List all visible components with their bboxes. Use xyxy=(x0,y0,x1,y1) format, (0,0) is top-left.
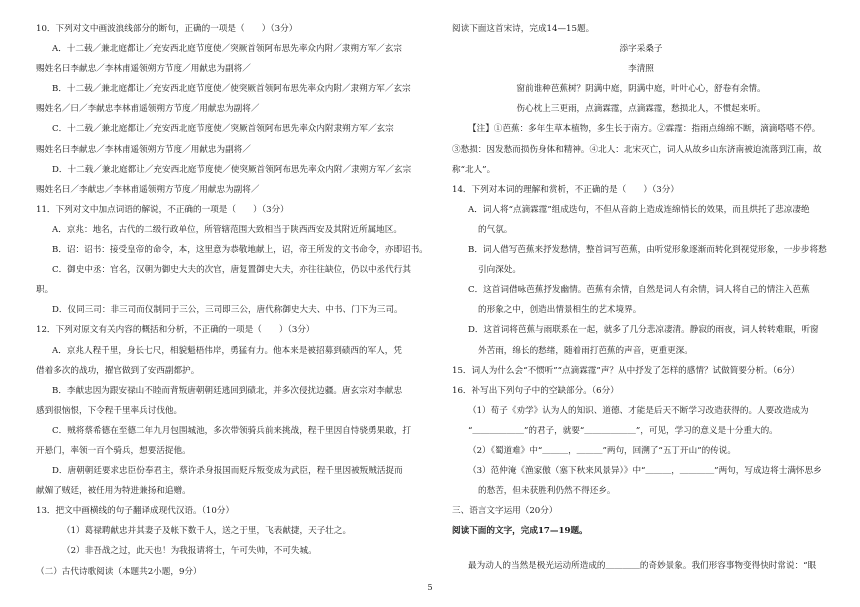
text-line: 赐姓名曰李献忠／李林甫遥领朔方节度／用献忠为副将／ xyxy=(36,144,251,155)
text-line: 12．下列对原文有关内容的概括和分析，不正确的一项是（ ）（3分） xyxy=(36,325,315,336)
text-line: B．词人借写芭蕉来抒发愁情，整首词写芭蕉，由听觉形象逐渐而转化到视觉形象，一步步将愁 xyxy=(468,245,827,256)
text-line: （2）《蜀道难》中“＿＿＿，＿＿＿”两句，回溯了“五丁开山”的传说。 xyxy=(468,445,736,456)
text-line xyxy=(452,544,830,553)
page-number: 5 xyxy=(427,583,433,592)
text-line: B．诏：诏书：接受皇帝的命令，本，这里意为恭敬地献上，诏，帝王所发的文书命令，亦即诏书。 xyxy=(52,245,428,256)
text-line: C．十二载／兼北庭都让／充安西北庭节度使／突厥首领阿布思先率众内附隶朔方军／玄宗 xyxy=(52,124,394,135)
text-line: D．仪同三司：非三司而仪制同于三公，三司即三公，唐代称御史大夫、中书、门下为三司。 xyxy=(52,305,403,316)
text-line: 的气氛。 xyxy=(478,224,513,235)
text-line: D．这首词将芭蕉与雨联系在一起，就多了几分悲凉凄清。静寂的雨夜，词人转转难眠，听窗 xyxy=(468,325,819,336)
text-line: （1）葛禄聘献忠并其妻子及帐下数千人，送之于里，飞表献捷，天子壮之。 xyxy=(62,526,352,537)
text-line: 10．下列对文中画波浪线部分的断句，正确的一项是（ ）（3分） xyxy=(36,24,298,34)
text-line: B．十二载／兼北庭都让／充安西北庭节度使／使突厥首领阿布思先率众内附／隶朔方军／玄宗 xyxy=(52,84,411,95)
text-line: 添字采桑子 xyxy=(619,44,663,55)
text-line: 借着多次的战功，擢官做到了安西副都护。 xyxy=(36,365,200,376)
text-line: 最为动人的当然是极光运动所造成的＿＿＿＿的奇妙景象。我们形容事物变得快时常说：“眼 xyxy=(468,561,817,572)
text-line: 称“北人”。 xyxy=(452,164,496,175)
text-line: 赐姓名曰／李献忠／李林甫遥领朔方节度／用献忠为副将／ xyxy=(36,184,260,195)
text-line: D．唐朝朝廷要求忠臣份奉君主，蔡许杀身报国而贬斥叛变成为武臣，程千里因被叛贼活捉而 xyxy=(52,466,403,477)
text-line: 外苦雨，绵长的愁绪，随着雨打芭蕉的声音，更重更深。 xyxy=(478,345,693,356)
text-line: A．京兆：地名，古代的二级行政单位，所管辖范围大致相当于陕西西安及其附近所属地区。 xyxy=(52,224,402,235)
text-line: （2）非吾战之过，此天也！为我报请将士，午可失帅，不可失城。 xyxy=(62,546,317,557)
text-line: 赐姓名／曰／李献忠李林甫遥领朔方节度／用献忠为副将／ xyxy=(36,104,260,115)
text-line: “＿＿＿＿＿＿”的君子，就要“＿＿＿＿＿＿”，可见，学习的意义是十分重大的。 xyxy=(468,425,778,436)
text-line: 13．把文中画横线的句子翻译成现代汉语。（10分） xyxy=(36,506,235,517)
text-line: A．词人将“点滴霖霪”组成迭句，不但从音韵上造成连绵悄长的效果，而且烘托了悲凉凄绝 xyxy=(468,204,810,215)
text-line: D．十二载／兼北庭都让／充安西北庭节度使／使突厥首领阿布思先率众内附／隶朔方军／玄宗 xyxy=(52,164,412,175)
text-line: 15．词人为什么会“不惯听”“点滴霖霪”声？从中抒发了怎样的感情？试做简要分析。（6分） xyxy=(452,365,800,376)
text-line: 李清照 xyxy=(628,64,654,75)
text-line: 16．补写出下列句子中的空缺部分。（6分） xyxy=(452,385,619,396)
text-line: 【注】①芭蕉：多年生草本植物，多生长于南方。②霖霪：指雨点绵绵不断，滴滴嗒嗒不停。 xyxy=(468,124,821,135)
text-line: ③愁损：因发愁而损伤身体和精神。④北人：北宋灭亡，词人从故乡山东济南被迫流落到江南，故 xyxy=(452,144,822,155)
text-line: （二）古代诗歌阅读（本题共2小题，9分） xyxy=(36,566,202,577)
text-line: 11．下列对文中加点词语的解说，不正确的一项是（ ）（3分） xyxy=(36,204,289,215)
text-line: C．这首词借咏芭蕉抒发幽情。芭蕉有余情，自然是词人有余情，词人将自己的情注入芭蕉 xyxy=(468,285,810,296)
left-column xyxy=(36,22,428,585)
right-column xyxy=(452,22,830,579)
text-line: 14．下列对本词的理解和赏析，不正确的是（ ）（3分） xyxy=(452,184,679,195)
text-line: 的愁苦，但未获胜利仍然不得还乡。 xyxy=(478,486,616,497)
text-line: 窗前谁种芭蕉树？阴满中庭，阴满中庭，叶叶心心，舒卷有余情。 xyxy=(516,84,766,95)
text-line: 开悬门，率领一百个骑兵，想要活捉他。 xyxy=(36,445,191,456)
text-line: 三、语言文字运用（20分） xyxy=(452,506,558,517)
text-line: 阅读下面这首宋诗，完成14—15题。 xyxy=(452,24,595,34)
text-line: A．十二载／兼北庭都让／充安西北庭节度使／突厥首领阿布思先率众内附／隶朔方军／玄宗 xyxy=(52,44,402,55)
text-line: 赐姓名曰李献忠／李林甫遥领朔方节度／用献忠为副将／ xyxy=(36,64,251,75)
text-line: （3）范仲淹《渔家傲（塞下秋来风景异）》中“＿＿＿，＿＿＿＿”两句，写成边将士满怀思乡 xyxy=(468,466,822,477)
text-line: 的形象之中，创造出情景相生的艺术境界。 xyxy=(478,305,642,316)
text-line: 阅读下面的文字，完成17—19题。 xyxy=(452,526,588,537)
text-line: C．贼将蔡希德在至德二年九月包围城池，多次带领骑兵前来挑战，程千里因自恃骁勇果敢，打 xyxy=(52,425,411,436)
text-line: C．御史中丞：官名，汉朝为御史大夫的次官，唐复置御史大夫，亦往往缺位，仍以中丞代行其 xyxy=(52,265,411,276)
text-line: 引向深处。 xyxy=(478,265,521,276)
text-line: （1）荀子《劝学》认为人的知识、道德、才能是后天不断学习改造获得的。人要改造成为 xyxy=(468,405,809,416)
text-line: A．京兆人程千里，身长七尺，相貌魁梧伟岸，勇猛有力。他本来是被招募到碛西的军人，凭 xyxy=(52,345,402,356)
text-line: 感到很恼恨，下令程千里率兵讨伐他。 xyxy=(36,405,183,416)
text-line: 伤心枕上三更雨，点滴霖霪，点滴霖霪，愁损北人，不惯起来听。 xyxy=(516,104,766,115)
text-line: B．李献忠因为跟安禄山不睦而背叛唐朝朝廷逃回到碛北，并多次侵扰边疆。唐玄宗对李献忠 xyxy=(52,385,403,396)
text-line: 献媚了贼廷，被任用为特进兼扬和追赠。 xyxy=(36,486,191,497)
text-line: 职。 xyxy=(36,285,54,296)
